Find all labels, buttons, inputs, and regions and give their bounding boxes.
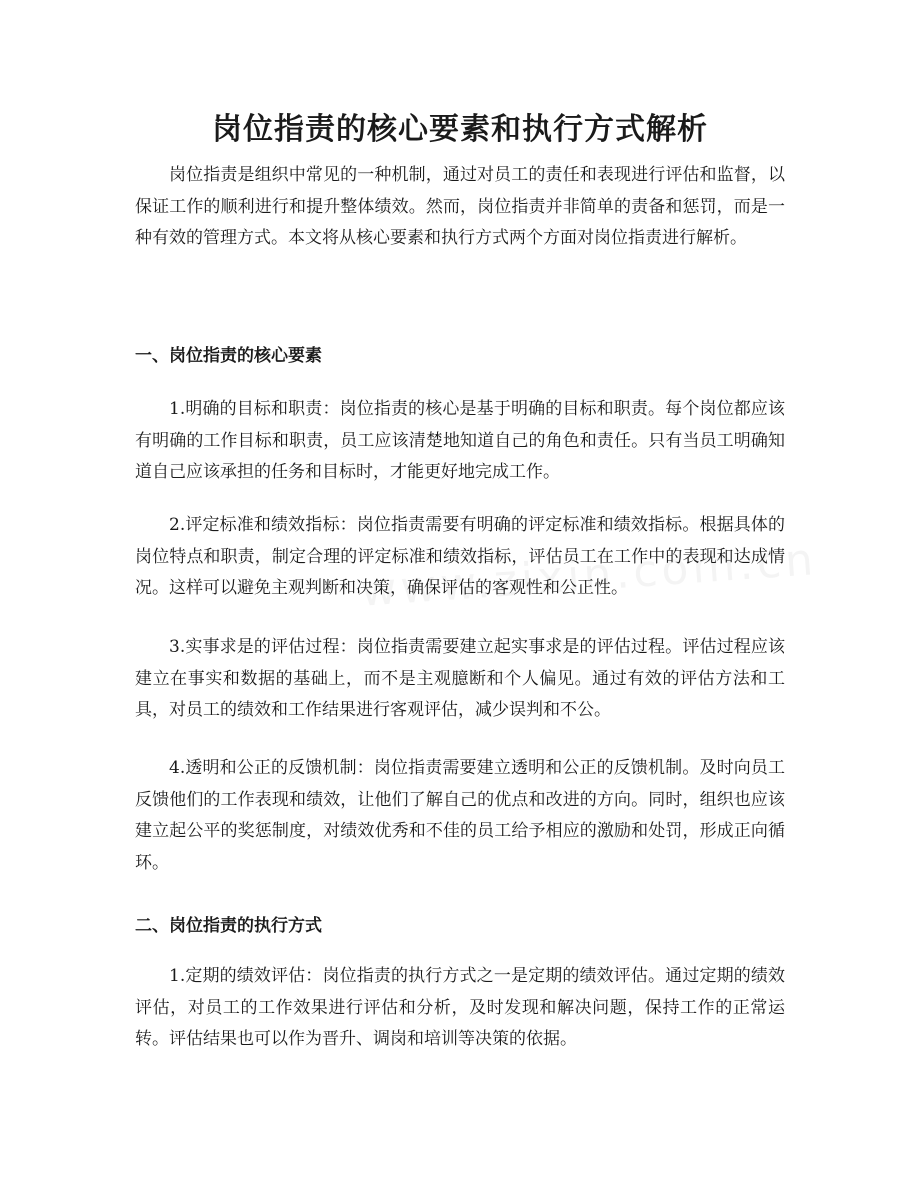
section-2-heading: 二、岗位指责的执行方式 xyxy=(135,916,322,936)
section-2-item-1: 1.定期的绩效评估：岗位指责的执行方式之一是定期的绩效评估。通过定期的绩效评估，对员工的工作效果进行评估和分析，及时发现和解决问题，保持工作的正常运转。评估结果也可以作为晋升、调岗和培训等决策的依据。 xyxy=(135,966,785,1049)
document-title: 岗位指责的核心要素和执行方式解析 xyxy=(212,112,708,147)
section-1-item-3: 3.实事求是的评估过程：岗位指责需要建立起实事求是的评估过程。评估过程应该建立在事实和数据的基础上，而不是主观臆断和个人偏见。通过有效的评估方法和工具，对员工的绩效和工作结果进行客观评估，减少误判和不公。 xyxy=(135,637,785,720)
section-1-heading: 一、岗位指责的核心要素 xyxy=(135,346,322,366)
intro-paragraph: 岗位指责是组织中常见的一种机制，通过对员工的责任和表现进行评估和监督，以保证工作的顺利进行和提升整体绩效。然而，岗位指责并非简单的责备和惩罚，而是一种有效的管理方式。本文将从核心要素和执行方式两个方面对岗位指责进行解析。 xyxy=(135,165,785,248)
section-1-item-2: 2.评定标准和绩效指标：岗位指责需要有明确的评定标准和绩效指标。根据具体的岗位特点和职责，制定合理的评定标准和绩效指标，评估员工在工作中的表现和达成情况。这样可以避免主观判断和决策，确保评估的客观性和公正性。 xyxy=(135,515,785,598)
section-1-item-4: 4.透明和公正的反馈机制：岗位指责需要建立透明和公正的反馈机制。及时向员工反馈他们的工作表现和绩效，让他们了解自己的优点和改进的方向。同时，组织也应该建立起公平的奖惩制度，对绩效优秀和不佳的员工给予相应的激励和处罚，形成正向循环。 xyxy=(135,758,785,873)
section-1-item-1: 1.明确的目标和职责：岗位指责的核心是基于明确的目标和职责。每个岗位都应该有明确的工作目标和职责，员工应该清楚地知道自己的角色和责任。只有当员工明确知道自己应该承担的任务和目标时，才能更好地完成工作。 xyxy=(135,399,785,482)
